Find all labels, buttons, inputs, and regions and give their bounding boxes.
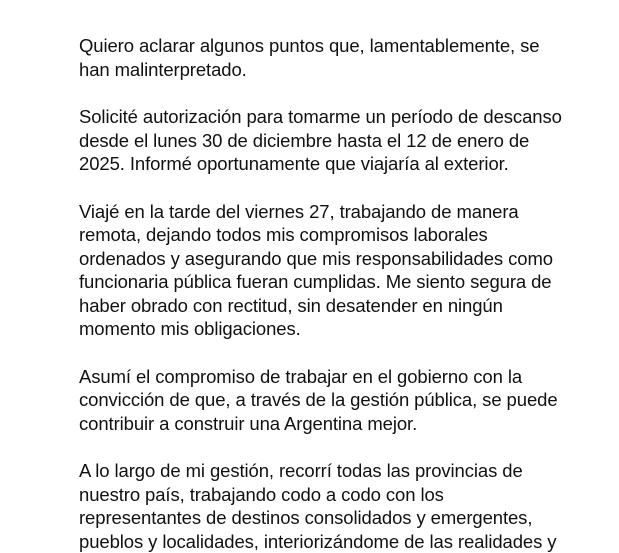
text-line: nuestro país, trabajando codo a codo con los — [79, 483, 599, 507]
text-line: desde el lunes 30 de diciembre hasta el 12 de enero de — [79, 129, 599, 153]
text-line: convicción de que, a través de la gestión pública, se puede — [79, 388, 599, 412]
paragraph-leave-request — [79, 105, 599, 176]
text-line: Solicité autorización para tomarme un período de descanso — [79, 105, 599, 129]
text-line: funcionaria pública fueran cumplidas. Me siento segura de — [79, 270, 599, 294]
text-line: momento mis obligaciones. — [79, 317, 599, 341]
text-line: han malinterpretado. — [79, 58, 599, 82]
paragraph-management — [79, 459, 599, 553]
text-line: Viajé en la tarde del viernes 27, trabajando de manera — [79, 200, 599, 224]
text-line: pueblos y localidades, interiorizándome de las realidades y — [79, 530, 599, 553]
text-line: Quiero aclarar algunos puntos que, lamentablemente, se — [79, 34, 599, 58]
text-line: 2025. Informé oportunamente que viajaría al exterior. — [79, 152, 599, 176]
text-line: haber obrado con rectitud, sin desatender en ningún — [79, 294, 599, 318]
paragraph-clarification — [79, 34, 599, 81]
paragraph-commitment — [79, 365, 599, 436]
text-line: remota, dejando todos mis compromisos laborales — [79, 223, 599, 247]
paragraph-travel — [79, 200, 599, 341]
text-line: contribuir a construir una Argentina mejor. — [79, 412, 599, 436]
text-line: Asumí el compromiso de trabajar en el gobierno con la — [79, 365, 599, 389]
text-line: ordenados y asegurando que mis responsabilidades como — [79, 247, 599, 271]
text-line: representantes de destinos consolidados y emergentes, — [79, 506, 599, 530]
text-line: A lo largo de mi gestión, recorrí todas las provincias de — [79, 459, 599, 483]
